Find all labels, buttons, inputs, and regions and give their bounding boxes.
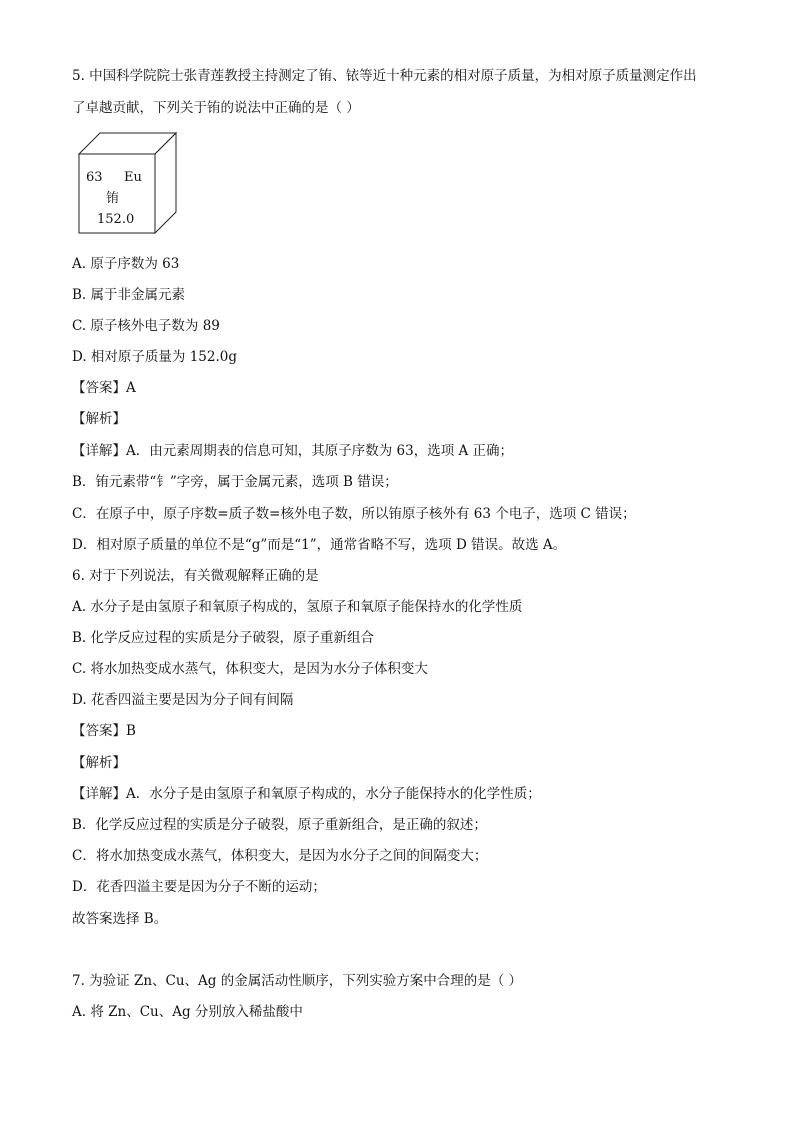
q6-option-a: A. 水分子是由氢原子和氧原子构成的，氢原子和氧原子能保持水的化学性质 [72, 599, 523, 615]
q5-option-d: D. 相对原子质量为 152.0g [72, 349, 238, 365]
element-atomic-number: 63 [86, 170, 103, 185]
q7-option-a: A. 将 Zn、Cu、Ag 分别放入稀盐酸中 [72, 1004, 303, 1020]
q6-option-d: D. 花香四溢主要是因为分子间有间隔 [72, 692, 294, 708]
q6-conclusion: 故答案选择 B。 [72, 911, 168, 927]
element-symbol: Eu [124, 170, 142, 185]
element-atomic-mass: 152.0 [97, 212, 135, 227]
q6-analysis-label: 【解析】 [72, 755, 126, 771]
q5-detail-b: B．铕元素带“钅”字旁，属于金属元素，选项 B 错误； [72, 474, 398, 490]
q6-stem: 6. 对于下列说法，有关微观解释正确的是 [72, 568, 319, 584]
q6-detail-d: D．花香四溢主要是因为分子不断的运动； [72, 879, 326, 895]
q5-detail-d: D．相对原子质量的单位不是“g”而是“1”，通常省略不写，选项 D 错误。故选 A。 [72, 537, 567, 553]
q6-detail-c: C．将水加热变成水蒸气，体积变大，是因为水分子之间的间隔变大； [72, 848, 488, 864]
q5-stem-line1: 5. 中国科学院院士张青莲教授主持测定了铕、铱等近十种元素的相对原子质量，为相对原子质量测定作出 [72, 68, 697, 84]
element-name: 铕 [106, 191, 120, 206]
q5-detail-a: 【详解】A．由元素周期表的信息可知，其原子序数为 63，选项 A 正确； [72, 443, 514, 459]
q5-option-b: B. 属于非金属元素 [72, 287, 186, 303]
element-tile-figure [78, 132, 178, 236]
q5-detail-c: C．在原子中，原子序数=质子数=核外电子数，所以铕原子核外有 63 个电子，选项 C 错误； [72, 506, 636, 522]
q5-option-a: A. 原子序数为 63 [72, 256, 180, 272]
q5-answer: 【答案】A [72, 380, 136, 396]
q5-analysis-label: 【解析】 [72, 411, 126, 427]
q6-detail-b: B．化学反应过程的实质是分子破裂，原子重新组合，是正确的叙述； [72, 817, 487, 833]
q6-option-c: C. 将水加热变成水蒸气，体积变大，是因为水分子体积变大 [72, 661, 428, 677]
q5-option-c: C. 原子核外电子数为 89 [72, 318, 220, 334]
q6-detail-a: 【详解】A．水分子是由氢原子和氧原子构成的，水分子能保持水的化学性质； [72, 786, 541, 802]
q7-stem: 7. 为验证 Zn、Cu、Ag 的金属活动性顺序，下列实验方案中合理的是（ ） [72, 973, 523, 989]
q6-option-b: B. 化学反应过程的实质是分子破裂，原子重新组合 [72, 630, 375, 646]
q5-stem-line2: 了卓越贡献，下列关于铕的说法中正确的是（ ） [72, 100, 360, 116]
q6-answer: 【答案】B [72, 723, 136, 739]
